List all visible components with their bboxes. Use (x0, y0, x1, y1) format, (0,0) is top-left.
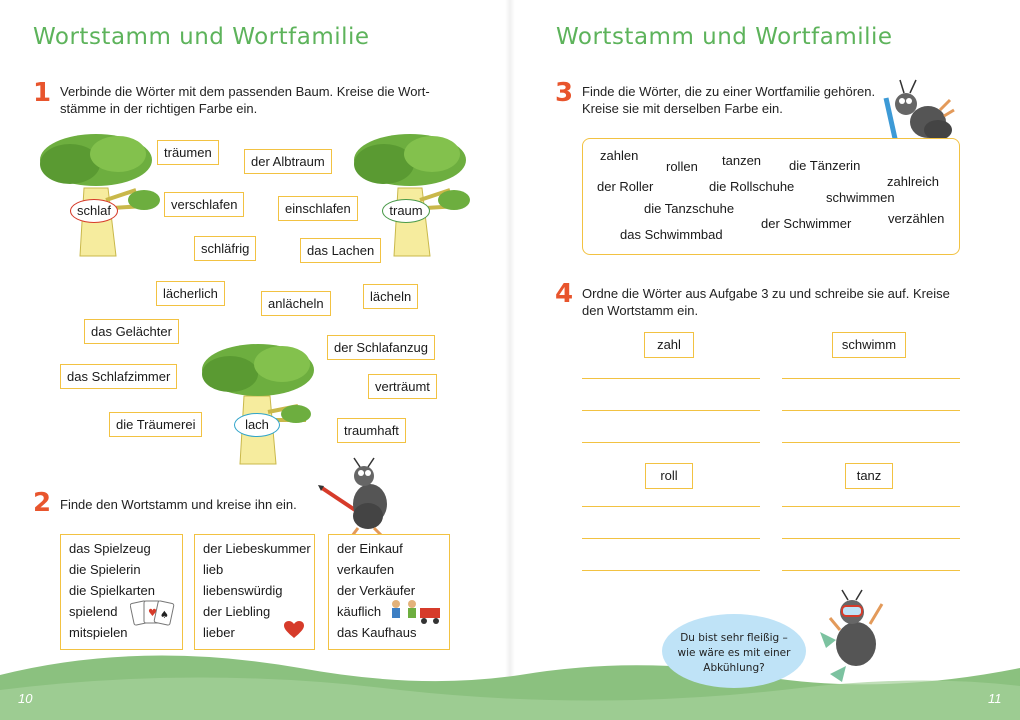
task4-instruction-line1: Ordne die Wörter aus Aufgabe 3 zu und schreibe sie auf. Kreise (582, 286, 950, 301)
stem-box-schwimm: schwimm (832, 332, 906, 358)
page-number-right: 11 (988, 691, 1002, 706)
page-number-left: 10 (18, 691, 33, 706)
list-item[interactable]: käuflich (337, 604, 382, 619)
list-item[interactable]: lieber (203, 625, 235, 640)
list-item[interactable]: der Liebeskummer (203, 541, 311, 556)
bubble-line1: Du bist sehr fleißig – (680, 632, 788, 644)
write-line[interactable] (582, 506, 760, 507)
word-box-gelaechter[interactable]: das Gelächter (84, 319, 179, 344)
list-item[interactable]: das Kaufhaus (337, 625, 417, 640)
task-number-1: 1 (33, 78, 52, 108)
word-box-laecherlich[interactable]: lächerlich (156, 281, 225, 306)
write-line[interactable] (782, 570, 960, 571)
shopping-people-icon (386, 598, 444, 626)
task1-instruction-line1: Verbinde die Wörter mit dem passenden Baum. Kreise die Wort- (60, 84, 430, 99)
task3-word-schwimmen[interactable]: schwimmen (826, 190, 895, 205)
write-line[interactable] (582, 570, 760, 571)
word-box-das-lachen[interactable]: das Lachen (300, 238, 381, 263)
task3-word-taenzerin[interactable]: die Tänzerin (789, 158, 861, 173)
write-line[interactable] (782, 538, 960, 539)
write-line[interactable] (782, 378, 960, 379)
list-item[interactable]: verkaufen (337, 562, 395, 577)
task3-instruction-line1: Finde die Wörter, die zu einer Wortfamilie gehören. (582, 84, 876, 99)
task3-word-verzaehlen[interactable]: verzählen (888, 211, 945, 226)
task3-word-rollschuhe[interactable]: die Rollschuhe (709, 179, 795, 194)
task3-instruction (582, 83, 875, 117)
word-box-vertraeumt[interactable]: verträumt (368, 374, 437, 399)
task-number-3: 3 (555, 78, 574, 108)
write-line[interactable] (582, 442, 760, 443)
write-line[interactable] (582, 538, 760, 539)
task4-instruction-line2: den Wortstamm ein. (582, 303, 699, 318)
task4-instruction (582, 285, 950, 319)
list-item[interactable]: der Verkäufer (337, 583, 416, 598)
tree-stem-schlaf[interactable]: schlaf (70, 199, 118, 223)
word-box-traumhaft[interactable]: traumhaft (337, 418, 406, 443)
task2-instruction: Finde den Wortstamm und kreise ihn ein. (60, 497, 297, 512)
stem-box-roll: roll (645, 463, 693, 489)
task-number-4: 4 (555, 279, 574, 309)
tree-illustration-lach (200, 340, 330, 465)
word-list-box-kauf (328, 534, 450, 650)
word-box-verschlafen[interactable]: verschlafen (164, 192, 244, 217)
task3-word-schwimmer[interactable]: der Schwimmer (761, 216, 852, 231)
task-number-2: 2 (33, 488, 52, 518)
playing-cards-icon (130, 598, 176, 630)
task3-instruction-line2: Kreise sie mit derselben Farbe ein. (582, 101, 783, 116)
word-box-anlaecheln[interactable]: anlächeln (261, 291, 331, 316)
list-item[interactable]: liebenswürdig (203, 583, 283, 598)
tree-stem-lach[interactable]: lach (234, 413, 280, 437)
stem-box-tanz: tanz (845, 463, 893, 489)
tree-stem-traum[interactable]: traum (382, 199, 430, 223)
list-item[interactable]: die Spielkarten (69, 583, 155, 598)
list-item[interactable]: der Liebling (203, 604, 271, 619)
page-title-left: Wortstamm und Wortfamilie (33, 24, 370, 50)
list-item[interactable]: lieb (203, 562, 224, 577)
task3-word-schwimmbad[interactable]: das Schwimmbad (620, 227, 723, 242)
list-item[interactable]: mitspielen (69, 625, 128, 640)
word-box-albtraum[interactable]: der Albtraum (244, 149, 332, 174)
task3-word-zahlreich[interactable]: zahlreich (887, 174, 940, 189)
task3-word-tanzschuhe[interactable]: die Tanzschuhe (644, 201, 735, 216)
diving-ant-illustration (812, 588, 892, 686)
word-box-einschlafen[interactable]: einschlafen (278, 196, 358, 221)
list-item[interactable]: spielend (69, 604, 118, 619)
task1-instruction-line2: stämme in der richtigen Farbe ein. (60, 101, 258, 116)
word-box-traeumerei[interactable]: die Träumerei (109, 412, 202, 437)
list-item[interactable]: die Spielerin (69, 562, 141, 577)
word-box-laecheln[interactable]: lächeln (363, 284, 418, 309)
list-item[interactable]: der Einkauf (337, 541, 403, 556)
heart-icon (283, 620, 305, 640)
tree-illustration-schlaf (36, 128, 166, 258)
task3-word-rollen[interactable]: rollen (666, 159, 698, 174)
svg-text:♥: ♥ (148, 608, 157, 619)
list-item[interactable]: das Spielzeug (69, 541, 151, 556)
task3-word-zahlen[interactable]: zahlen (600, 148, 639, 163)
word-box-schlafzimmer[interactable]: das Schlafzimmer (60, 364, 177, 389)
svg-text:♠: ♠ (160, 610, 169, 621)
word-box-traeumen[interactable]: träumen (157, 140, 219, 165)
word-box-schlafanzug[interactable]: der Schlafanzug (327, 335, 435, 360)
task1-instruction (60, 83, 430, 117)
word-list-box-spiel (60, 534, 183, 650)
task3-word-roller[interactable]: der Roller (597, 179, 654, 194)
write-line[interactable] (782, 442, 960, 443)
write-line[interactable] (582, 410, 760, 411)
word-box-schlaefrig[interactable]: schläfrig (194, 236, 256, 261)
stem-box-zahl: zahl (644, 332, 694, 358)
task3-word-tanzen[interactable]: tanzen (722, 153, 762, 168)
speech-bubble-text (662, 631, 806, 676)
write-line[interactable] (582, 378, 760, 379)
page-title-right: Wortstamm und Wortfamilie (556, 24, 893, 50)
ant-pencil-illustration (318, 456, 398, 538)
write-line[interactable] (782, 506, 960, 507)
write-line[interactable] (782, 410, 960, 411)
bubble-line2: wie wäre es mit einer (677, 647, 791, 659)
bubble-line3: Abkühlung? (703, 662, 765, 674)
